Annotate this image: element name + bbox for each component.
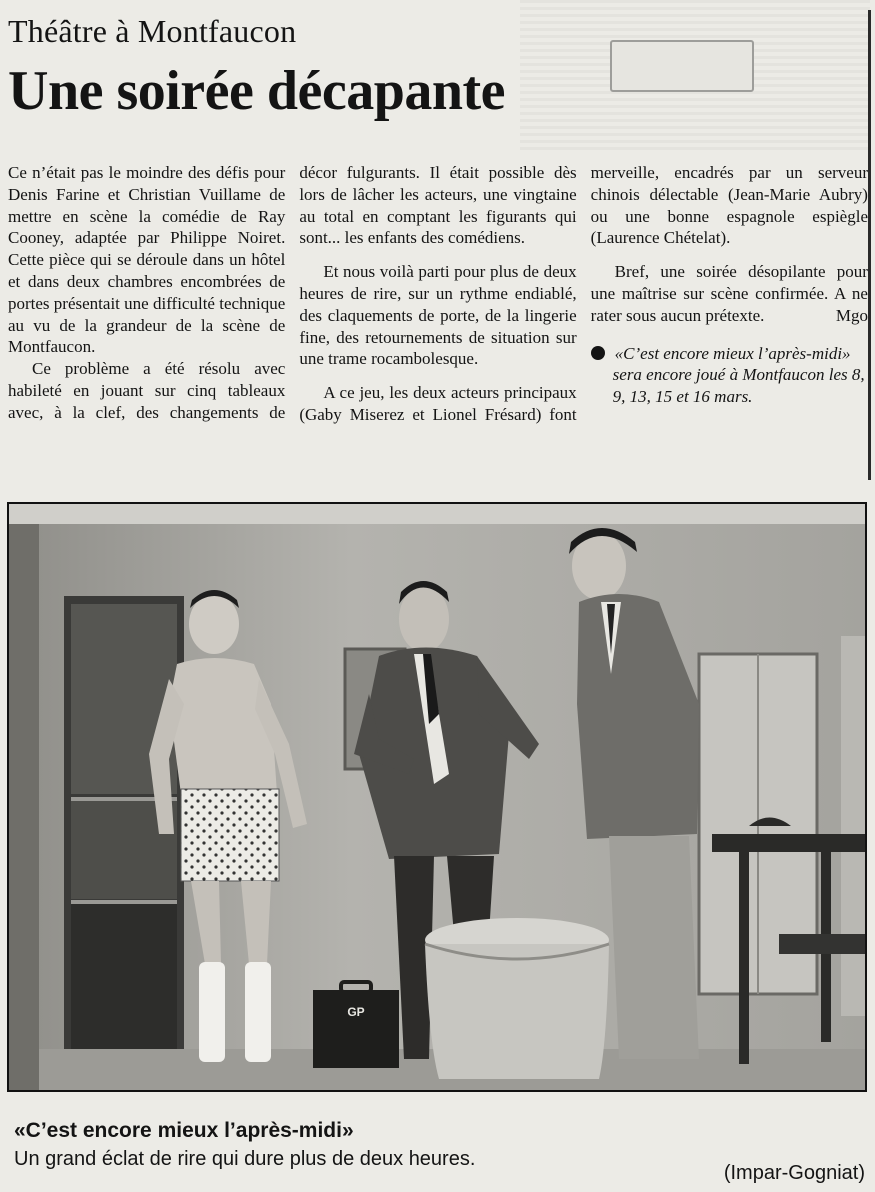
article-photo <box>7 502 867 1092</box>
stage-ceiling <box>9 504 865 524</box>
article-headline: Une soirée décapante <box>8 60 506 122</box>
stage-photo-illustration <box>9 504 865 1090</box>
article-note <box>591 343 868 408</box>
frilled-stool <box>425 918 609 1079</box>
article-paragraph: A ce jeu, les deux acteurs principaux (Gaby Miserez et Lionel Frésard) font merveille, encadrés par un serveur chinois délectable (Jean-Marie Aubry) ou une bonne espagnole espiègle (Laurence Chételat). <box>299 163 868 424</box>
photo-credit: (Impar-Gogniat) <box>723 1162 865 1184</box>
adjacent-clipping-box <box>610 40 754 92</box>
photo-caption-title: «C’est encore mieux l’après-midi» <box>14 1119 354 1142</box>
article-paragraph-text: Bref, une soirée désopilante pour une maîtrise sur scène confirmée. A ne rater sous aucun prétexte. <box>590 262 868 325</box>
article-note-text: «C’est encore mieux l’après-midi» sera encore joué à Montfaucon les 8, 9, 13, 15 et 16 mars. <box>612 343 865 407</box>
photo-caption-text: Un grand éclat de rire qui dure plus de deux heures. <box>14 1148 476 1170</box>
briefcase <box>313 982 399 1068</box>
article-signature: Mgo <box>835 305 868 325</box>
stage-left-wall <box>9 524 39 1090</box>
briefcase-label: GP <box>347 1005 365 1019</box>
article-kicker: Théâtre à Montfaucon <box>8 13 297 49</box>
article-paragraph: Ce problème a été résolu avec habileté en jouant sur cinq tableaux avec, à la clef, des changements de décor fulgurants. Il était possible dès lors de lâcher les acteurs, une vingtaine au total en comptant les figurants qui sont... les enfants des comédiens. <box>8 163 577 422</box>
clipping-edge <box>868 10 871 480</box>
bullet-icon <box>591 346 605 360</box>
article-paragraph: Et nous voilà parti pour plus de deux heures de rire, sur un rythme endiablé, des claquements de porte, de la lingerie fine, des retournements de situation sur une trame rocambolesque. <box>299 262 577 369</box>
bookcase <box>64 596 184 1076</box>
article-paragraph: Ce n’était pas le moindre des défis pour Denis Farine et Christian Vuillame de mettre en scène la comédie de Ray Cooney, adaptée par Philippe Noiret. Cette pièce qui se déroule dans un hôtel et dans deux chambres encombrées de portes présentait une difficulté technique au vu de la grandeur de la scène de Montfaucon. <box>8 163 286 357</box>
article-text-flow <box>8 162 868 492</box>
article-paragraph <box>591 261 868 326</box>
